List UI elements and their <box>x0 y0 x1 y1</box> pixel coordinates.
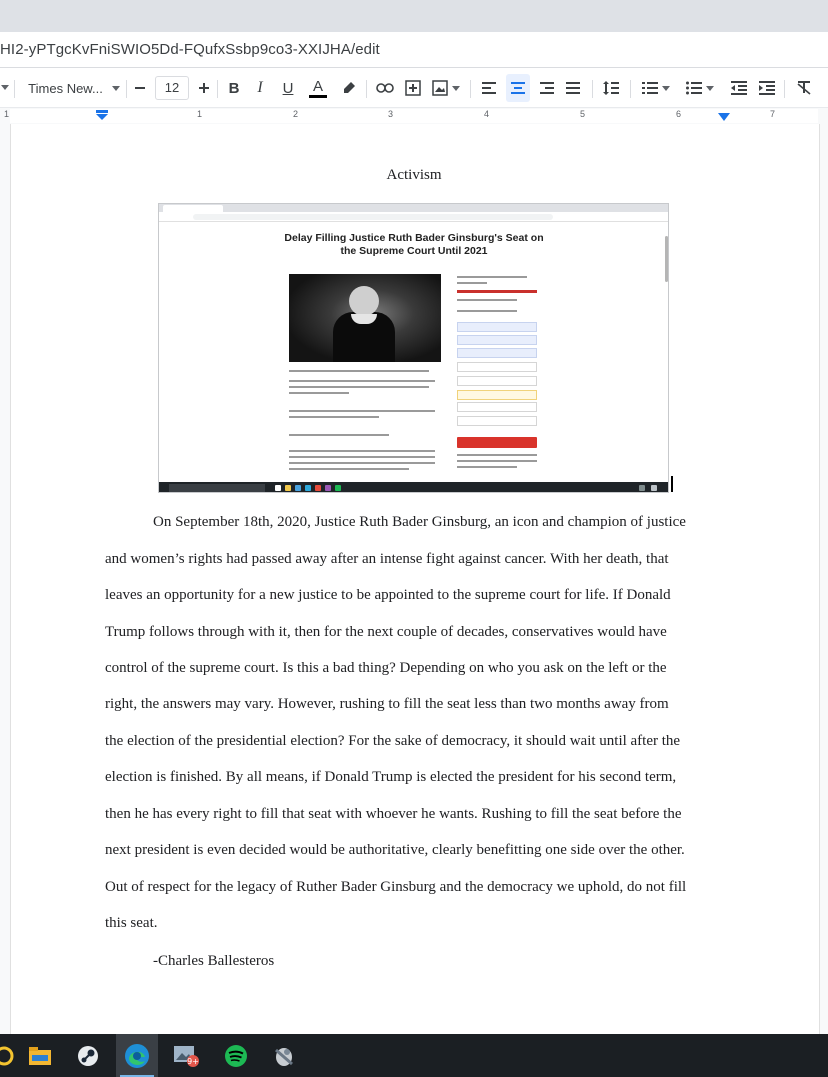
align-left-icon[interactable] <box>478 74 500 102</box>
paragraph-line[interactable]: then he has every right to fill that seat with whoever he wants. Rushing to fill the seat before the <box>105 806 682 822</box>
tool-icon[interactable] <box>270 1042 298 1070</box>
photos-icon[interactable] <box>173 1042 201 1070</box>
embedded-rbg-photo <box>289 274 441 362</box>
author-signature[interactable]: -Charles Ballesteros <box>153 953 275 969</box>
toolbar-divider <box>470 80 471 98</box>
embedded-tab-strip <box>159 204 669 212</box>
increase-indent-icon[interactable] <box>756 74 778 102</box>
clear-formatting-icon[interactable] <box>792 74 816 102</box>
insert-link-icon[interactable] <box>374 74 396 102</box>
embedded-windows-taskbar <box>159 482 669 493</box>
steam-icon[interactable] <box>74 1042 102 1070</box>
font-size-value[interactable]: 12 <box>155 76 189 100</box>
bold-button[interactable]: B <box>228 79 240 97</box>
decrease-font-size-button[interactable] <box>130 74 150 102</box>
toolbar-divider <box>217 80 218 98</box>
toolbar-divider <box>126 80 127 98</box>
text-color-button[interactable] <box>306 74 330 102</box>
text-color-swatch <box>309 95 327 98</box>
paragraph-line[interactable]: and women’s rights had passed away after an intense fight against cancer. With her death, that <box>105 551 669 567</box>
horizontal-ruler[interactable] <box>0 108 828 124</box>
paragraph-line[interactable]: leaves an opportunity for a new justice to be appointed to the supreme court for life. If Donald <box>105 587 671 603</box>
edge-icon[interactable] <box>123 1042 151 1070</box>
chevron-down-icon[interactable] <box>0 74 10 102</box>
increase-font-size-button[interactable] <box>194 74 214 102</box>
paragraph-line[interactable]: Trump follows through with it, then for the next couple of decades, conservatives would have <box>105 624 667 640</box>
paragraph-line[interactable]: election is finished. By all means, if Donald Trump is elected the president for his second term, <box>105 769 677 785</box>
toolbar-divider <box>14 80 15 98</box>
left-indent-marker-icon[interactable] <box>96 110 108 120</box>
ruler-number: 1 <box>197 109 203 119</box>
align-center-icon[interactable] <box>506 74 530 102</box>
justify-icon[interactable] <box>562 74 584 102</box>
embedded-scrollbar <box>665 236 668 282</box>
chevron-down-icon <box>112 86 120 91</box>
svg-text:9+: 9+ <box>187 1057 199 1066</box>
toolbar-divider <box>630 80 631 98</box>
embedded-petition-title: Delay Filling Justice Ruth Bader Ginsburg's Seat on the Supreme Court Until 2021 <box>284 232 544 257</box>
ruler-number: 7 <box>770 109 776 119</box>
docs-toolbar <box>0 68 828 108</box>
paragraph-line[interactable]: On September 18th, 2020, Justice Ruth Bader Ginsburg, an icon and champion of justice <box>153 514 686 530</box>
embedded-signature-progress <box>457 290 537 293</box>
numbered-list-icon[interactable] <box>638 74 674 102</box>
browser-tab-strip <box>0 0 828 32</box>
file-explorer-icon[interactable] <box>26 1042 54 1070</box>
insert-image-icon[interactable] <box>430 74 462 102</box>
paragraph-line[interactable]: right, the answers may vary. However, rushing to fill the seat less than two months away from <box>105 696 669 712</box>
underline-button[interactable]: U <box>282 79 294 97</box>
font-size-input[interactable] <box>154 74 190 102</box>
text-color-label: A <box>312 77 323 95</box>
ruler-number: 1 <box>4 109 10 119</box>
address-bar[interactable] <box>0 32 828 68</box>
line-spacing-icon[interactable] <box>600 74 622 102</box>
ruler-number: 5 <box>580 109 586 119</box>
ruler-number: 4 <box>484 109 490 119</box>
minus-icon <box>135 87 145 89</box>
ruler-text-area <box>10 109 818 123</box>
embedded-petition-screenshot[interactable] <box>158 203 669 493</box>
add-comment-icon[interactable] <box>402 74 424 102</box>
paragraph-line[interactable]: the election of the presidential election? For the sake of democracy, it should wait until after the <box>105 733 681 749</box>
paragraph-line[interactable]: next president is even decided would be authoritative, clearly benefitting one side over the other. <box>105 842 685 858</box>
chevron-down-icon <box>452 86 460 91</box>
paragraph-line[interactable]: control of the supreme court. Is this a bad thing? Depending on who you ask on the left or the <box>105 660 667 676</box>
italic-button[interactable]: I <box>257 79 263 96</box>
bulleted-list-icon[interactable] <box>682 74 718 102</box>
font-family-value: Times New... <box>28 80 103 96</box>
font-family-dropdown[interactable] <box>24 74 124 102</box>
toolbar-divider <box>784 80 785 98</box>
ruler-number: 6 <box>676 109 682 119</box>
ruler-number: 3 <box>388 109 394 119</box>
embedded-address-bar <box>159 212 669 222</box>
embedded-sign-petition-button <box>457 437 537 448</box>
decrease-indent-icon[interactable] <box>728 74 750 102</box>
paragraph-line[interactable]: this seat. <box>105 915 158 931</box>
text-cursor <box>671 476 673 492</box>
cortana-icon[interactable] <box>0 1042 18 1070</box>
document-title[interactable]: Activism <box>386 167 442 183</box>
chevron-down-icon <box>706 86 714 91</box>
right-indent-marker-icon[interactable] <box>718 113 730 121</box>
plus-icon <box>199 83 209 93</box>
align-right-icon[interactable] <box>536 74 558 102</box>
ruler-number: 2 <box>293 109 299 119</box>
spotify-icon[interactable] <box>222 1042 250 1070</box>
toolbar-divider <box>592 80 593 98</box>
chevron-down-icon <box>662 86 670 91</box>
url-text[interactable]: HI2-yPTgcKvFniSWIO5Dd-FQufxSsbp9co3-XXIJHA/edit <box>0 41 380 58</box>
paragraph-line[interactable]: Out of respect for the legacy of Ruther Bader Ginsburg and the democracy we uphold, do not fill <box>105 879 687 895</box>
highlight-color-icon[interactable] <box>338 74 360 102</box>
windows-taskbar <box>0 1034 828 1077</box>
toolbar-divider <box>366 80 367 98</box>
